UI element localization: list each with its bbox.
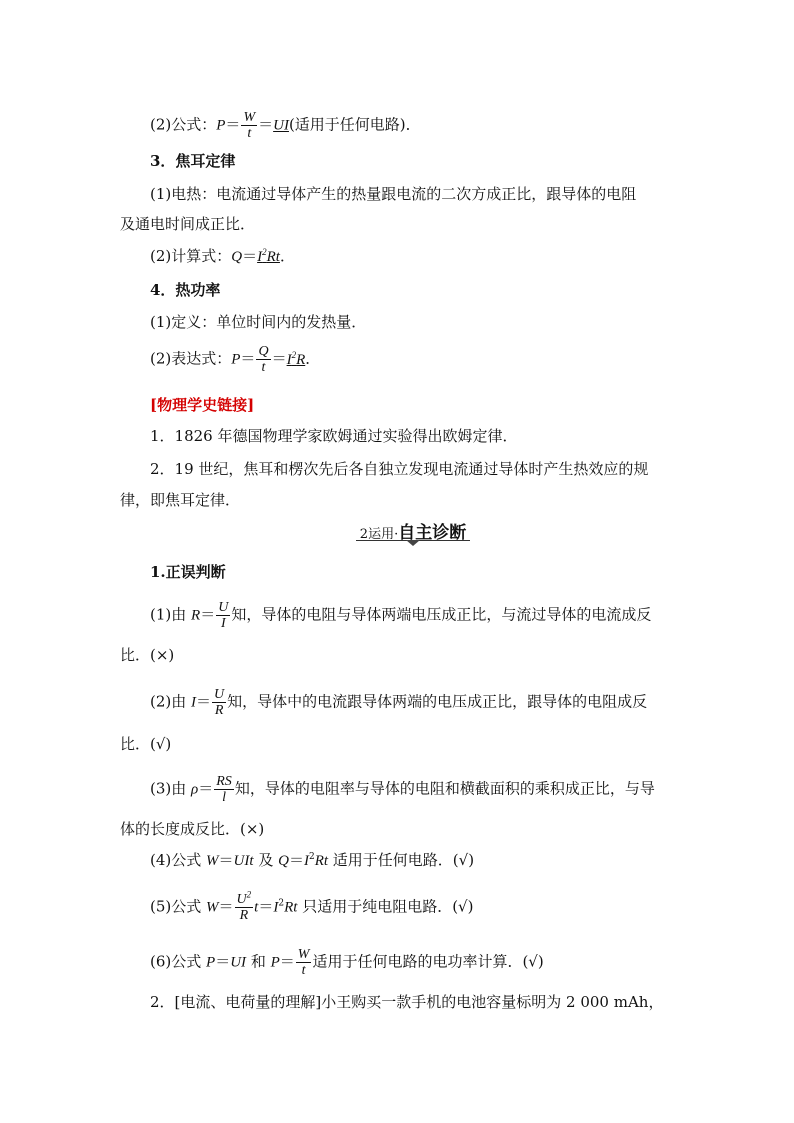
heat-power-expression: (2)表达式：P＝ $\frac{Q}{t}$ $=I^2R$． [150,344,321,375]
section-heading-heat-power: 4．热功率 [150,281,221,299]
section-banner-self-diagnosis: 2运用·自主诊断 [356,518,470,543]
physics-history-heading: [物理学史链接] [150,396,255,414]
judgment-item-1-cont: 比．(×) [120,646,175,664]
fraction: $\frac{Q}{t}$ [258,344,269,375]
question-1-title: 1.正误判断 [150,563,226,581]
fraction: $\frac{W}{t}$ [243,110,256,141]
history-item-2-cont: 律，即焦耳定律． [120,491,241,509]
judgment-item-1: (1)由 R＝ $\frac{U}{I}$ 知，导体的电阻与导体两端电压成正比，与流过导体的电流成反 [150,600,652,631]
heat-power-definition: (1)定义：单位时间内的发热量． [150,313,367,331]
question-2-text: 2．[电流、电荷量的理解]小王购买一款手机的电池容量标明为 2 000 mAh， [150,993,664,1011]
judgment-item-4: (4)公式 W＝UIt 及 $Q=I^2Rt$ 适用于任何电路．(√) [150,851,475,869]
judgment-item-3: (3)由 ρ＝ $\frac{RS}{l}$ 知，导体的电阻率与导体的电阻和横截面积的乘积成正比，与导 [150,774,655,805]
judgment-item-2: (2)由 I＝ $\frac{U}{R}$ 知，导体中的电流跟导体两端的电压成正比，跟导体的电阻成反 [150,687,648,718]
banner-arrow-icon [406,540,420,546]
joule-heat-definition-line1: (1)电热：电流通过导体产生的热量跟电流的二次方成正比，跟导体的电阻 [150,185,637,203]
history-item-2: 2．19 世纪，焦耳和楞次先后各自独立发现电流通过导体时产生热效应的规 [150,460,649,478]
section-heading-joule-law: 3．焦耳定律 [150,152,236,170]
joule-heat-definition-line2: 及通电时间成正比． [120,215,256,233]
judgment-item-6: (6)公式 P＝UI 和 P＝ $\frac{W}{t}$ 适用于任何电路的电功率计算．(√) [150,947,544,978]
judgment-item-3-cont: 体的长度成反比．(×) [120,820,265,838]
fraction: $\frac{U}{I}$ [218,600,229,631]
fraction: $\frac{RS}{l}$ [216,774,232,805]
joule-calc-formula: (2)计算式：$Q=I^2Rt$． [150,247,295,265]
fraction: $\frac{U^2}{R}$ [236,889,252,923]
history-item-1: 1．1826 年德国物理学家欧姆通过实验得出欧姆定律． [150,427,518,445]
fraction: $\frac{U}{R}$ [214,687,225,718]
banner-title: 自主诊断 [398,523,467,543]
power-formula-line: (2)公式：P＝ $\frac{W}{t}$ ＝UI(适用于任何电路)． [150,110,421,141]
judgment-item-5: (5)公式 W＝ $\frac{U^2}{R}$ $t=I^2Rt$ 只适用于纯电阻电路．(√) [150,889,474,923]
fraction: $\frac{W}{t}$ [297,947,310,978]
judgment-item-2-cont: 比．(√) [120,735,172,753]
